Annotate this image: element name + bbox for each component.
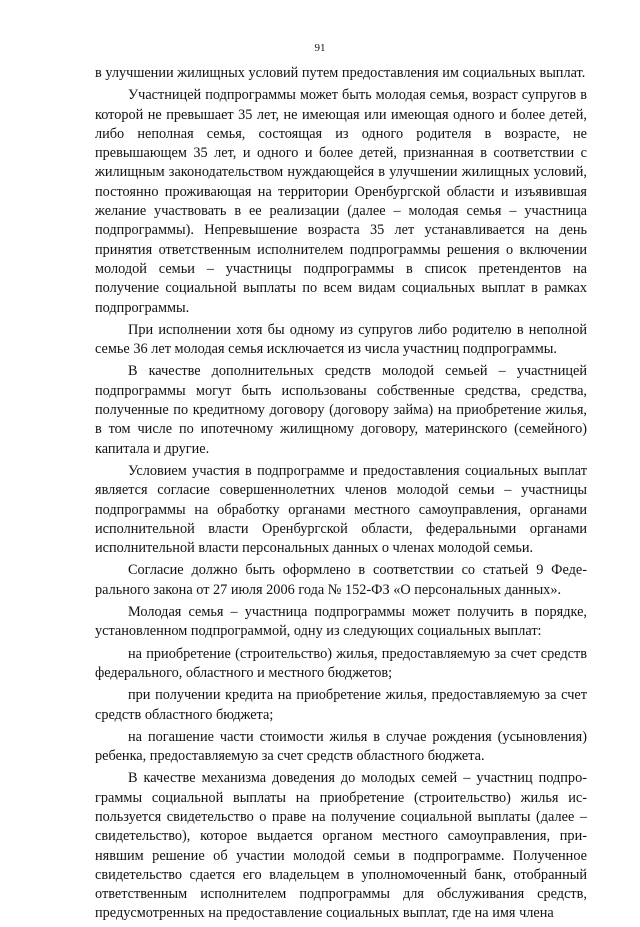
paragraph: Согласие должно быть оформлено в соответствии со статьей 9 Федерального закона от 27 июля 2006 года № 152-ФЗ «О персональных данных». [95,562,587,598]
paragraph: При исполнении хотя бы одному из супругов либо родителю в неполной семье 36 лет молодая семья исключается из числа участниц подпрограммы. [95,321,587,358]
paragraph: В качестве дополнительных средств молодой семьей – участницей подпрограммы могут быть использованы собственные средства, средства, полученные по кредитному договору (договору займа) на приобретение жилья, в том числе по ипотечному жилищному договору, материнского (семейного) капитала и другие. [95,363,587,457]
paragraph: при получении кредита на приобретение жилья, предоставляемую за счет средств областного бюджета; [95,687,587,723]
paragraph: Молодая семья – участница подпрограммы может получить в порядке, установленном подпрограммой, одну из следующих социальных выплат: [95,604,587,640]
body-text [95,64,587,927]
paragraph: в улучшении жилищных условий путем предоставления им социальных выплат. [95,65,586,81]
paragraph: В качестве механизма доведения до молодых семей – участниц подпрограммы социальной выплаты на приобретение (строительство) жилья используется свидетельство о праве на получение социальной выплаты (далее – свидетельство), которое выдается органом местного самоуправления, принявшим решение об участии молодой семьи в подпрограмме. Полученное свидетельство сдается его владельцем в уполномоченный банк, отобранный ответственным исполнителем подпрограммы для обслуживания средств, предусмотренных на предоставление социальных выплат, где на имя члена [95,770,587,922]
page-number: 91 [314,42,326,54]
paragraph: Участницей подпрограммы может быть молодая семья, возраст супругов в которой не превышает 35 лет, не имеющая или имеющая одного и более детей, либо неполная семья, состоящая из одного родителя в возрасте, не превышающем 35 лет, и одного и более детей, признанная в соответствии с жилищным законодательством нуждающейся в улучшении жилищных условий, постоянно проживающая на территории Оренбургской области и изъявившая желание участвовать в ее реализации (далее – молодая семья – участница подпрограммы). Непревышение возраста 35 лет устанавливается на день принятия ответственным исполнителем подпрограммы решения о включении молодой семьи – участницы подпрограммы в список претендентов на получение социальной выплаты по всем видам социальных выплат в рамках подпрограммы. [95,87,587,316]
paragraph: на погашение части стоимости жилья в случае рождения (усыновления) ребенка, предоставляемую за счет средств областного бюджета. [95,728,587,765]
paragraph: Условием участия в подпрограмме и предоставления социальных выплат является согласие совершеннолетних членов молодой семьи – участницы подпрограммы на обработку органами местного самоуправления, органами исполнительной власти Оренбургской области, федеральными органами исполнительной власти персональных данных о членах молодой семьи. [95,462,587,557]
paragraph: на приобретение (строительство) жилья, предоставляемую за счет средств федерального, областного и местного бюджетов; [95,645,587,681]
